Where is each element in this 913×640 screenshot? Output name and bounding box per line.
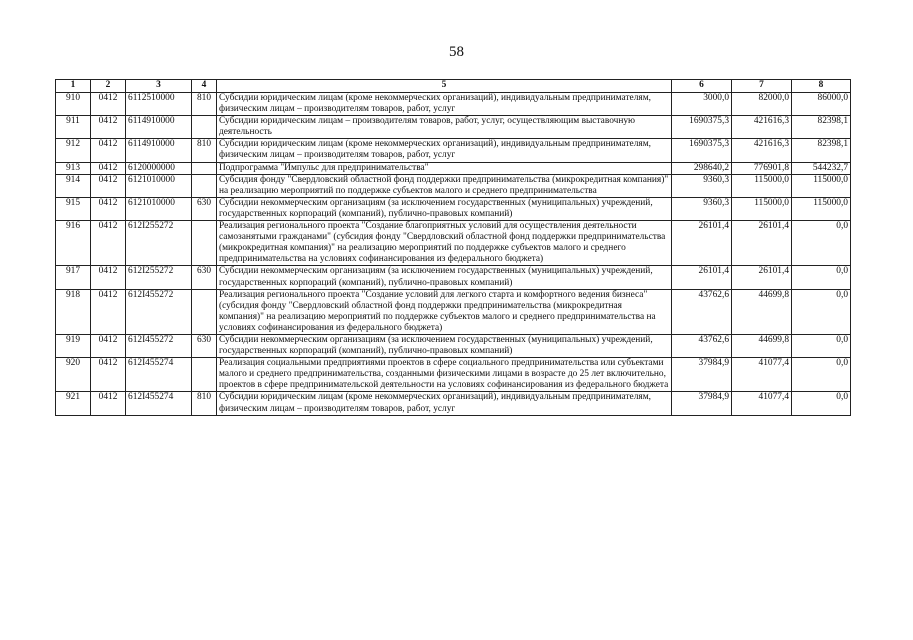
expense-type-code: 630 xyxy=(192,197,217,220)
target-code: 612I455272 xyxy=(126,289,192,334)
item-description: Реализация социальными предприятиями проектов в сфере социального предпринимательства или субъектами малого и среднего предпринимательства, созданными физическими лицами в возрасте до 25 лет включительно, проектов в сфере предпринимательской деятельности на условиях софинансирования из федерального бюджета xyxy=(217,358,672,392)
amount-col-6: 26101,4 xyxy=(672,266,732,289)
target-code: 612I255272 xyxy=(126,266,192,289)
amount-col-6: 43762,6 xyxy=(672,289,732,334)
section-code: 0412 xyxy=(91,116,126,139)
amount-col-7: 421616,3 xyxy=(732,139,792,162)
target-code: 6121010000 xyxy=(126,197,192,220)
header-col-5: 5 xyxy=(217,80,672,93)
amount-col-8: 115000,0 xyxy=(792,197,851,220)
item-description: Субсидия фонду "Свердловский областной фонд поддержки предпринимательства (микрокредитная компания)" на реализацию мероприятий по поддержке субъектов малого и среднего предпринимательства xyxy=(217,174,672,197)
expense-type-code: 630 xyxy=(192,334,217,357)
amount-col-6: 1690375,3 xyxy=(672,139,732,162)
item-description: Субсидии некоммерческим организациям (за исключением государственных (муниципальных) учреждений, государственных корпораций (компаний), публично-правовых компаний) xyxy=(217,266,672,289)
amount-col-7: 115000,0 xyxy=(732,174,792,197)
item-description: Субсидии юридическим лицам (кроме некоммерческих организаций), индивидуальным предпринимателям, физическим лицам – производителям товаров, работ, услуг xyxy=(217,139,672,162)
target-code: 6114910000 xyxy=(126,116,192,139)
table-row xyxy=(56,174,851,197)
budget-table xyxy=(55,79,851,416)
target-code: 612I455274 xyxy=(126,358,192,392)
target-code: 612I455272 xyxy=(126,334,192,357)
amount-col-6: 298640,2 xyxy=(672,162,732,174)
row-number: 912 xyxy=(56,139,91,162)
amount-col-7: 44699,8 xyxy=(732,334,792,357)
amount-col-8: 82398,1 xyxy=(792,116,851,139)
header-col-1: 1 xyxy=(56,80,91,93)
section-code: 0412 xyxy=(91,139,126,162)
section-code: 0412 xyxy=(91,221,126,266)
table-row xyxy=(56,334,851,357)
section-code: 0412 xyxy=(91,289,126,334)
expense-type-code xyxy=(192,162,217,174)
row-number: 915 xyxy=(56,197,91,220)
target-code: 612I255272 xyxy=(126,221,192,266)
table-row xyxy=(56,116,851,139)
amount-col-6: 26101,4 xyxy=(672,221,732,266)
table-row xyxy=(56,139,851,162)
amount-col-8: 544232,7 xyxy=(792,162,851,174)
amount-col-7: 115000,0 xyxy=(732,197,792,220)
section-code: 0412 xyxy=(91,197,126,220)
amount-col-7: 26101,4 xyxy=(732,221,792,266)
amount-col-6: 1690375,3 xyxy=(672,116,732,139)
header-col-8: 8 xyxy=(792,80,851,93)
row-number: 910 xyxy=(56,93,91,116)
target-code: 6120000000 xyxy=(126,162,192,174)
item-description: Субсидии юридическим лицам – производителям товаров, работ, услуг, осуществляющим выставочную деятельность xyxy=(217,116,672,139)
amount-col-7: 421616,3 xyxy=(732,116,792,139)
row-number: 914 xyxy=(56,174,91,197)
table-row xyxy=(56,289,851,334)
expense-type-code: 630 xyxy=(192,266,217,289)
header-col-7: 7 xyxy=(732,80,792,93)
amount-col-8: 0,0 xyxy=(792,334,851,357)
header-col-4: 4 xyxy=(192,80,217,93)
section-code: 0412 xyxy=(91,266,126,289)
amount-col-8: 0,0 xyxy=(792,289,851,334)
table-header-row xyxy=(56,80,851,93)
amount-col-7: 776901,8 xyxy=(732,162,792,174)
row-number: 921 xyxy=(56,392,91,415)
amount-col-6: 9360,3 xyxy=(672,174,732,197)
header-col-2: 2 xyxy=(91,80,126,93)
item-description: Реализация регионального проекта "Создание благоприятных условий для осуществления деятельности самозанятыми гражданами" (субсидия фонду "Свердловский областной фонд поддержки предпринимательства (микрокредитная компания)" на реализацию мероприятий по поддержке субъектов малого и среднего предпринимательства на условиях софинансирования из федерального бюджета) xyxy=(217,221,672,266)
amount-col-6: 9360,3 xyxy=(672,197,732,220)
table-row xyxy=(56,93,851,116)
header-col-3: 3 xyxy=(126,80,192,93)
amount-col-7: 82000,0 xyxy=(732,93,792,116)
item-description: Субсидии юридическим лицам (кроме некоммерческих организаций), индивидуальным предпринимателям, физическим лицам – производителям товаров, работ, услуг xyxy=(217,392,672,415)
amount-col-7: 41077,4 xyxy=(732,392,792,415)
amount-col-6: 3000,0 xyxy=(672,93,732,116)
expense-type-code xyxy=(192,174,217,197)
section-code: 0412 xyxy=(91,162,126,174)
row-number: 913 xyxy=(56,162,91,174)
amount-col-8: 0,0 xyxy=(792,392,851,415)
expense-type-code xyxy=(192,221,217,266)
row-number: 916 xyxy=(56,221,91,266)
amount-col-7: 26101,4 xyxy=(732,266,792,289)
table-row xyxy=(56,392,851,415)
table-row xyxy=(56,266,851,289)
expense-type-code xyxy=(192,289,217,334)
target-code: 6112510000 xyxy=(126,93,192,116)
row-number: 918 xyxy=(56,289,91,334)
item-description: Субсидии юридическим лицам (кроме некоммерческих организаций), индивидуальным предпринимателям, физическим лицам – производителям товаров, работ, услуг xyxy=(217,93,672,116)
table-row xyxy=(56,221,851,266)
section-code: 0412 xyxy=(91,174,126,197)
target-code: 6121010000 xyxy=(126,174,192,197)
target-code: 6114910000 xyxy=(126,139,192,162)
section-code: 0412 xyxy=(91,93,126,116)
expense-type-code: 810 xyxy=(192,392,217,415)
section-code: 0412 xyxy=(91,358,126,392)
row-number: 919 xyxy=(56,334,91,357)
amount-col-8: 0,0 xyxy=(792,358,851,392)
amount-col-7: 44699,8 xyxy=(732,289,792,334)
amount-col-6: 37984,9 xyxy=(672,358,732,392)
amount-col-8: 115000,0 xyxy=(792,174,851,197)
row-number: 920 xyxy=(56,358,91,392)
section-code: 0412 xyxy=(91,392,126,415)
table-row xyxy=(56,162,851,174)
expense-type-code: 810 xyxy=(192,93,217,116)
expense-type-code xyxy=(192,116,217,139)
amount-col-8: 86000,0 xyxy=(792,93,851,116)
item-description: Субсидии некоммерческим организациям (за исключением государственных (муниципальных) учреждений, государственных корпораций (компаний), публично-правовых компаний) xyxy=(217,334,672,357)
row-number: 917 xyxy=(56,266,91,289)
table-row xyxy=(56,358,851,392)
item-description: Субсидии некоммерческим организациям (за исключением государственных (муниципальных) учреждений, государственных корпораций (компаний), публично-правовых компаний) xyxy=(217,197,672,220)
amount-col-6: 43762,6 xyxy=(672,334,732,357)
amount-col-6: 37984,9 xyxy=(672,392,732,415)
amount-col-7: 41077,4 xyxy=(732,358,792,392)
amount-col-8: 0,0 xyxy=(792,221,851,266)
header-col-6: 6 xyxy=(672,80,732,93)
item-description: Реализация регионального проекта "Создание условий для легкого старта и комфортного ведения бизнеса" (субсидия фонду "Свердловский областной фонд поддержки предпринимательства (микрокредитная компания)" на реализацию мероприятий по поддержке субъектов малого и среднего предпринимательства на условиях софинансирования из федерального бюджета) xyxy=(217,289,672,334)
page-number: 58 xyxy=(449,44,464,60)
amount-col-8: 0,0 xyxy=(792,266,851,289)
expense-type-code: 810 xyxy=(192,139,217,162)
row-number: 911 xyxy=(56,116,91,139)
section-code: 0412 xyxy=(91,334,126,357)
amount-col-8: 82398,1 xyxy=(792,139,851,162)
item-description: Подпрограмма "Импульс для предпринимательства" xyxy=(217,162,672,174)
target-code: 612I455274 xyxy=(126,392,192,415)
expense-type-code xyxy=(192,358,217,392)
table-row xyxy=(56,197,851,220)
